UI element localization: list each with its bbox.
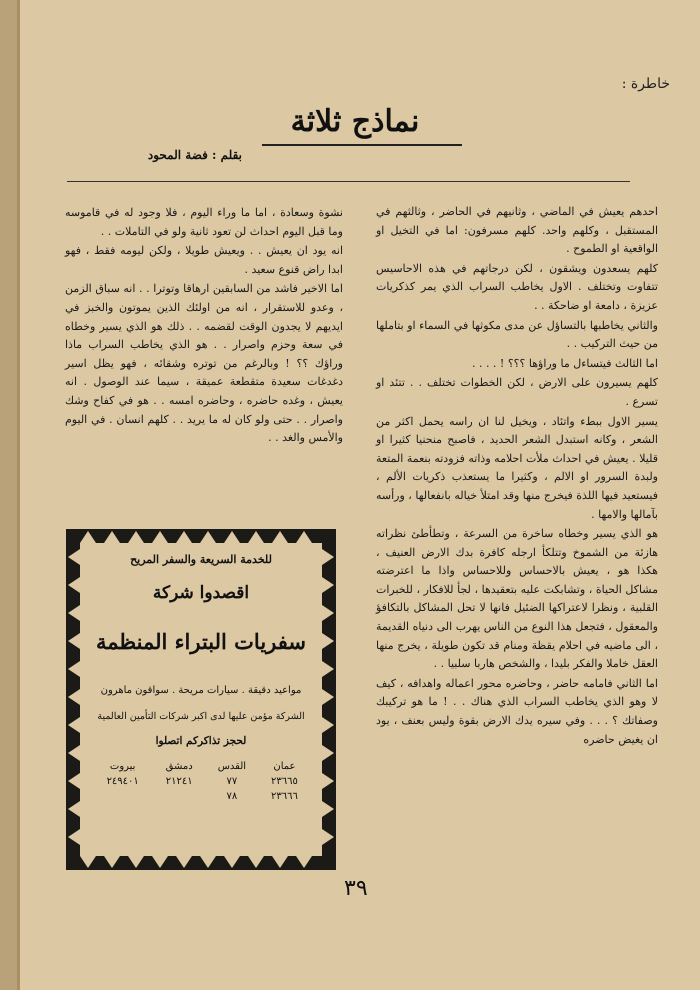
ad-call-to-action: اقصدوا شركة	[152, 583, 250, 603]
ad-city: القدس	[217, 761, 247, 772]
paragraph: كلهم يسعدون ويشقون ، لكن درجاتهم في هذه الاحاسيس تتفاوت وتختلف . الاول يخاطب السراب الذي يمر كذكريات عزيزة ، دامعة او ضاحكة . .	[376, 261, 658, 312]
ad-phone: ٧٨	[226, 791, 238, 802]
ad-phone: ٢٣٦٦٥	[271, 776, 298, 787]
ad-city: عمان	[273, 761, 296, 772]
advertisement-box	[66, 529, 336, 870]
byline: بقلم : فضة المحود	[147, 148, 242, 162]
ad-insurance-note: الشركة مؤمن عليها لدى اكبر شركات التأمين العالمية	[97, 711, 305, 722]
ad-phone: ٧٧	[226, 776, 238, 787]
paragraph: اما الثالث فيتساءل ما وراؤها ؟؟؟ ! . . . .	[471, 356, 658, 370]
article-title: نماذج ثلاثة	[290, 104, 420, 139]
header-divider	[67, 181, 630, 182]
ad-phone: ٢٣٦٦٦	[271, 791, 298, 802]
ad-features: مواعيد دقيقة . سيارات مريحة . سواقون ماهرون	[100, 685, 302, 696]
section-label: خاطرة :	[621, 76, 670, 92]
paragraph: نشوة وسعادة ، اما ما وراء اليوم ، فلا وجود له في قاموسه وما قبل اليوم احداث لن تعود ثانية ولو في التاملات . .	[65, 206, 343, 238]
ad-booking-note: لحجز تذاكركم اتصلوا	[155, 735, 247, 747]
paragraph: هو الذي يسير وخطاه ساخرة من السرعة ، وتطأطئ نظراته هازئة من الشموخ وتتلكأ ارجله كافرة بدك الارض العنيف ، هكذا هو ، يعيش بالاحساس وللاحساس واذا ما اعترضته مشاكل الحياة ، وتشابكت عليه بتعقيدها ، لجأ للافكار ، للخبرات القلبية ، ونظرا لاعتراكها الضئيل فانها لا تحل المشاكل بالتكافؤ والمعقول ، فتجعل هذا النوع من الناس يهرب الى دنياه القديمة ، الى ماضيه في احلام يقظة ومنام قد تكون طويلة ، يخرج منها العقل خاملا والفكر بليدا ، والشخص هاربا سلبيا . .	[376, 527, 658, 671]
ad-content	[80, 543, 322, 856]
article-column-right	[376, 203, 658, 750]
ad-phones-row	[92, 789, 310, 804]
ad-company-name: سفريات البتراء المنظمة	[96, 629, 306, 654]
article-column-left	[65, 204, 343, 449]
ad-phone	[153, 789, 205, 804]
ad-phone: ٢١٢٤١	[165, 776, 193, 787]
ad-phone-table	[92, 759, 310, 804]
paragraph: والثاني يخاطبها بالتساؤل عن مدى مكوثها في السماء او بتاملها من حيث التركيب . .	[376, 318, 658, 351]
ad-city: بيروت	[109, 761, 136, 772]
ad-phones-row	[92, 774, 310, 789]
ad-phone: ٢٤٩٤٠١	[106, 776, 139, 787]
paragraph: كلهم يسيرون على الارض ، لكن الخطوات تختلف . . تتئد او تسرع .	[376, 376, 658, 408]
paragraph: احدهم يعيش في الماضي ، وثانيهم في الحاضر ، وثالثهم في المستقبل ، وكلهم واحد. كلهم مسرفون: اما في التخيل او الواقعية او الطموح .	[376, 205, 658, 256]
title-underline	[262, 144, 462, 146]
paragraph: انه يود ان يعيش . . ويعيش طويلا ، ولكن ليومه فقط ، فهو ابدا راض قنوع سعيد .	[65, 244, 343, 276]
ad-cities-row	[92, 759, 310, 774]
ad-phone	[92, 789, 153, 804]
ad-tagline: للخدمة السريعة والسفر المريح	[130, 553, 272, 566]
paragraph: يسير الاول ببطء واتئاد ، ويخيل لنا ان راسه يحمل اكثر من الشعر ، وكانه استبدل الشعر الحديد ، فاصبح منحنيا كثيرا او قليلا . يعيش في احداث ملأت احلامه وذاته فزودته بنعمة المتعة ولبدة السرور او الالم ، وكثيرا ما يستعذب ذكريات الألم ، فيستعيد فيها اللذة فيخرج منها وقد امتلأ خياله بانفعالها ، ورأسه بآمالها والامها .	[376, 414, 658, 521]
page-number: ٣٩	[344, 876, 368, 901]
paragraph: اما الاخير فاشد من السابقين ارهاقا وتوترا . . انه سباق الزمن ، وعدو للاستقرار ، انه من اولئك الذين يموتون والخبز في ايديهم لا يجدون الوقت لقضمه . . ذلك هو الذي يسير وخطاه في سعة وحزم واصرار . . هو الذي يخاطب السراب ماذا وراؤك ؟؟ ! وبالرغم من توتره وشقائه ، فهو يظل اسير دغدغات سعيدة متقطعة عميقة ، سيما عند الوصول . انه يعيش ، وغده حاضره ، وحاضره امسه . . هو في كفاح وشك واصرار . . حتى ولو كان له ما يريد . . كلهم انسان . في اليوم والأمس والغد . .	[65, 282, 343, 445]
page-spine	[0, 0, 20, 990]
paragraph: اما الثاني فامامه حاضر ، وحاضره محور اعماله واهدافه ، كيف لا وهو الذي يخاطب السراب الذي هناك . . ! ما هو تركيبك وصفاتك ؟ . . . وفي سيره يدك الارض بقوة وليس بعنف ، يود ان يغيض حاضره	[376, 676, 658, 746]
ad-city: دمشق	[165, 761, 193, 772]
